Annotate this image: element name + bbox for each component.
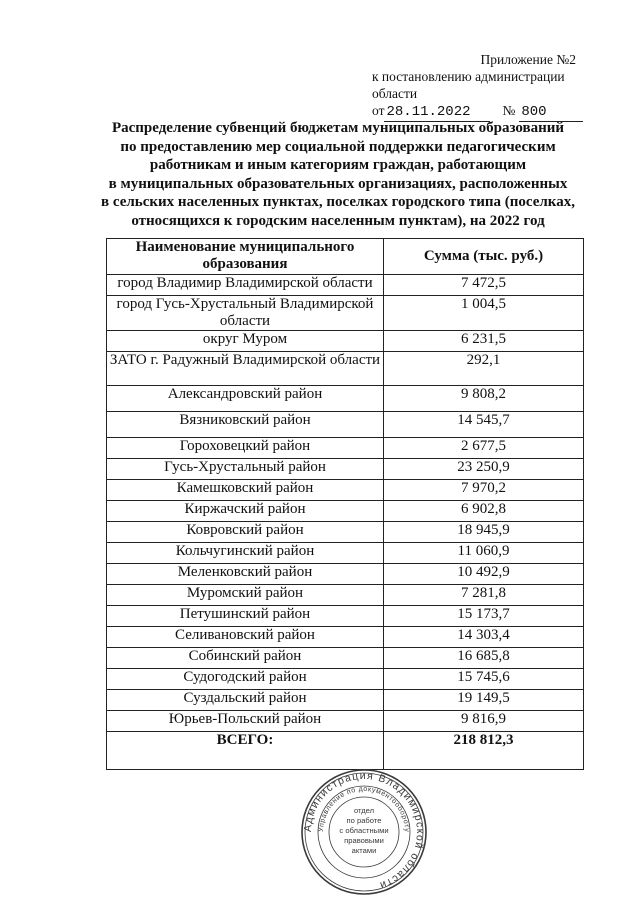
amount-value: 7 281,8	[384, 585, 584, 606]
table-row	[107, 501, 584, 522]
table-row	[107, 543, 584, 564]
amount-value: 15 745,6	[384, 669, 584, 690]
title-line: относящихся к городским населенным пунктам), на 2022 год	[131, 212, 545, 229]
title-line: Распределение субвенций бюджетам муниципальных образований	[111, 120, 565, 136]
municipality-name: Петушинский район	[107, 606, 384, 627]
table-row	[107, 648, 584, 669]
table-row	[107, 564, 584, 585]
municipality-name: Гусь-Хрустальный район	[107, 459, 384, 480]
amount-value: 18 945,9	[384, 522, 584, 543]
amount-value: 10 492,9	[384, 564, 584, 585]
title-line: работникам и иным категориям граждан, работающим	[149, 157, 527, 174]
municipality-name: Кольчугинский район	[107, 543, 384, 564]
total-row	[107, 732, 584, 770]
stamp-center-line: правовыми	[344, 836, 384, 845]
amount-value: 23 250,9	[384, 459, 584, 480]
amount-value: 6 231,5	[384, 331, 584, 352]
municipality-name: Вязниковский район	[107, 412, 384, 438]
column-header-name: Наименование муниципального образования	[107, 239, 384, 275]
table-row	[107, 669, 584, 690]
stamp-inner-text: Управление по документообороту	[317, 785, 411, 833]
table-row	[107, 480, 584, 501]
amount-value: 16 685,8	[384, 648, 584, 669]
table-header-row	[107, 239, 584, 275]
appendix-header	[372, 51, 612, 122]
table-row	[107, 585, 584, 606]
stamp-center-line: актами	[351, 846, 377, 855]
number-prefix: №	[502, 103, 516, 118]
stamp-center-line: с областными	[339, 826, 389, 835]
municipality-name: ЗАТО г. Радужный Владимирской области	[107, 352, 384, 386]
official-stamp	[300, 768, 428, 896]
municipality-name: Ковровский район	[107, 522, 384, 543]
municipality-name: Юрьев-Польский район	[107, 711, 384, 732]
table-row	[107, 438, 584, 459]
title-line: в муниципальных образовательных организациях, расположенных	[108, 175, 568, 192]
amount-value: 9 808,2	[384, 386, 584, 412]
municipality-name: Гороховецкий район	[107, 438, 384, 459]
document-title	[98, 119, 578, 231]
appendix-decree-ref: к постановлению администрации области	[372, 69, 565, 101]
amount-value: 7 472,5	[384, 275, 584, 296]
municipality-name: Судогодский район	[107, 669, 384, 690]
amount-value: 6 902,8	[384, 501, 584, 522]
table-row	[107, 275, 584, 296]
stamp-center-line: по работе	[346, 816, 382, 825]
title-line: в сельских населенных пунктах, поселках городского типа (поселках,	[101, 194, 575, 211]
amount-value: 11 060,9	[384, 543, 584, 564]
table-row	[107, 459, 584, 480]
date-prefix: от	[372, 103, 385, 118]
amount-value: 1 004,5	[384, 296, 584, 331]
table-row	[107, 711, 584, 732]
table-row	[107, 352, 584, 386]
table-body	[107, 275, 584, 770]
table-row	[107, 412, 584, 438]
stamp-center-line: отдел	[353, 806, 375, 815]
table-row	[107, 690, 584, 711]
table-row	[107, 522, 584, 543]
title-line: по предоставлению мер социальной поддержки педагогическим	[120, 138, 556, 155]
municipality-name: Селивановский район	[107, 627, 384, 648]
total-label: ВСЕГО:	[107, 732, 384, 770]
table-row	[107, 331, 584, 352]
municipality-name: Муромский район	[107, 585, 384, 606]
amount-value: 7 970,2	[384, 480, 584, 501]
municipality-name: округ Муром	[107, 331, 384, 352]
appendix-number: Приложение №2	[480, 52, 576, 67]
municipality-name: Собинский район	[107, 648, 384, 669]
decree-date: 28.11.2022	[384, 104, 490, 122]
table-row	[107, 296, 584, 331]
municipality-name: Киржачский район	[107, 501, 384, 522]
table-row	[107, 627, 584, 648]
municipality-name: город Гусь-Хрустальный Владимирской области	[107, 296, 384, 331]
municipality-name: Камешковский район	[107, 480, 384, 501]
column-header-amount: Сумма (тыс. руб.)	[384, 239, 584, 275]
amount-value: 14 545,7	[384, 412, 584, 438]
amount-value: 2 677,5	[384, 438, 584, 459]
stamp-outer-text: Администрация Владимирской области	[301, 769, 427, 892]
distribution-table	[106, 238, 584, 770]
table-row	[107, 386, 584, 412]
municipality-name: Александровский район	[107, 386, 384, 412]
municipality-name: Суздальский район	[107, 690, 384, 711]
municipality-name: город Владимир Владимирской области	[107, 275, 384, 296]
amount-value: 292,1	[384, 352, 584, 386]
table-row	[107, 606, 584, 627]
amount-value: 19 149,5	[384, 690, 584, 711]
decree-number: 800	[519, 104, 583, 122]
total-amount: 218 812,3	[384, 732, 584, 770]
amount-value: 15 173,7	[384, 606, 584, 627]
amount-value: 9 816,9	[384, 711, 584, 732]
amount-value: 14 303,4	[384, 627, 584, 648]
municipality-name: Меленковский район	[107, 564, 384, 585]
